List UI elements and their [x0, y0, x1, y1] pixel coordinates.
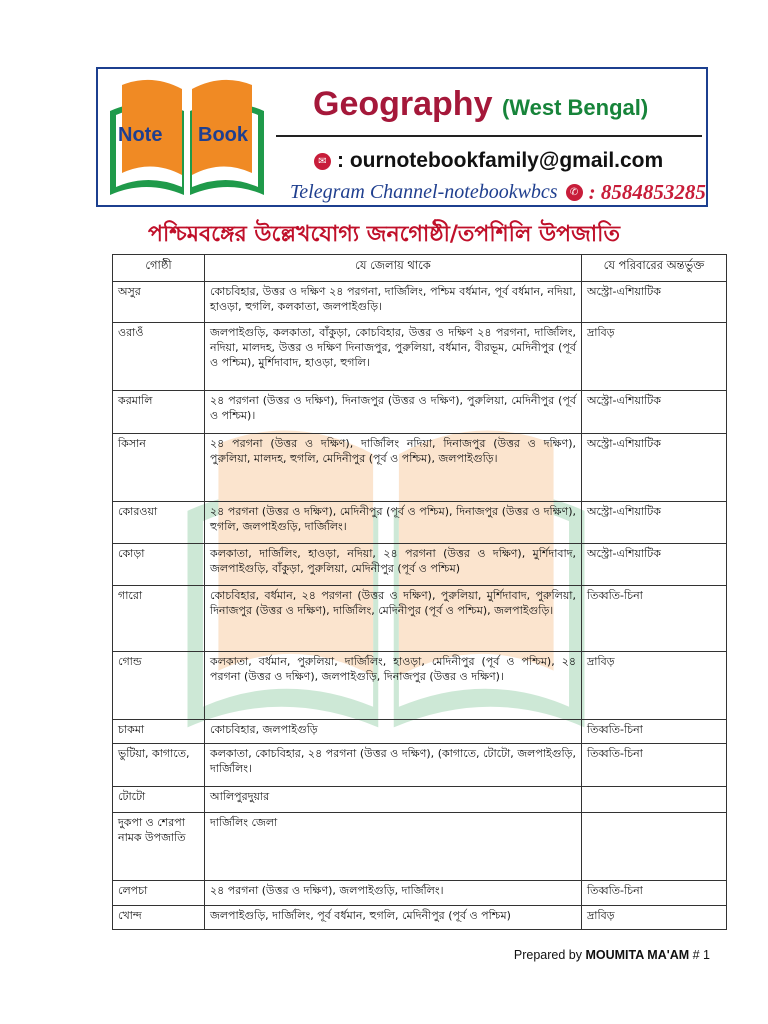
telegram-channel[interactable]: Telegram Channel-notebookwbcs [290, 180, 558, 203]
cell-family [582, 787, 727, 813]
email-row [314, 147, 663, 175]
table-row [113, 391, 727, 434]
footer-credit [514, 948, 710, 962]
cell-family: তিব্বতি-চিনা [582, 744, 727, 787]
cell-districts: ২৪ পরগনা (উত্তর ও দক্ষিণ), মেদিনীপুর (পূর্ব ও পশ্চিম), দিনাজপুর (উত্তর ও দক্ষিণ), হুগলি, জলপাইগুড়ি, দার্জিলিং। [205, 502, 582, 544]
cell-group: খোন্দ [113, 906, 205, 930]
cell-group: অসুর [113, 282, 205, 323]
cell-districts: কোচবিহার, বর্ধমান, ২৪ পরগনা (উত্তর ও দক্ষিণ), পুরুলিয়া, মুর্শিদাবাদ, পুরুলিয়া, দিনাজপুর (উত্তর ও দক্ষিণ), দার্জিলিং, মেদিনীপুর (পূর্ব ও পশ্চিম), জলপাইগুড়ি। [205, 586, 582, 652]
email-icon: ✉ [314, 153, 331, 170]
cell-districts: কলকাতা, বর্ধমান, পুরুলিয়া, দার্জিলিং, হাওড়া, মেদিনীপুর (পূর্ব ও পশ্চিম), ২৪ পরগনা (উত্তর ও দক্ষিণ), জলপাইগুড়ি, দিনাজপুর (উত্তর ও দক্ষিণ)। [205, 652, 582, 720]
cell-family: দ্রাবিড় [582, 906, 727, 930]
footer-prefix: Prepared by [513, 948, 586, 962]
cell-districts: কলকাতা, কোচবিহার, ২৪ পরগনা (উত্তর ও দক্ষিণ), (কাগাতে, টোটো, জলপাইগুড়ি, দার্জিলিং। [205, 744, 582, 787]
table-row [113, 906, 727, 930]
cell-group: গোন্ড [113, 652, 205, 720]
cell-family: অস্ট্রো-এশিয়াটিক [582, 282, 727, 323]
brand-title-main: Geography [313, 85, 493, 123]
table-row [113, 813, 727, 881]
cell-family: অস্ট্রো-এশিয়াটিক [582, 391, 727, 434]
cell-group: কোড়া [113, 544, 205, 586]
cell-districts: ২৪ পরগনা (উত্তর ও দক্ষিণ), দার্জিলিং নদিয়া, দিনাজপুর (উত্তর ও দক্ষিণ), পুরুলিয়া, মালদহ, হুগলি, মেদিনীপুর (পূর্ব ও পশ্চিম), জলপাইগুড়ি। [205, 434, 582, 502]
table-row [113, 586, 727, 652]
cell-districts: কলকাতা, দার্জিলিং, হাওড়া, নদিয়া, ২৪ পরগনা (উত্তর ও দক্ষিণ), মুর্শিদাবাদ, জলপাইগুড়ি, বাঁকুড়া, পুরুলিয়া, মেদিনীপুর (পূর্ব ও পশ্চিম) [205, 544, 582, 586]
phone-icon: ✆ [566, 184, 583, 201]
cell-group: করমালি [113, 391, 205, 434]
email-address[interactable]: : ournotebookfamily@gmail.com [337, 149, 664, 172]
cell-districts: কোচবিহার, জলপাইগুড়ি [205, 720, 582, 744]
cell-group: ওরাওঁ [113, 323, 205, 391]
cell-family: দ্রাবিড় [582, 652, 727, 720]
cell-group: দুকপা ও শেরপা নামক উপজাতি [113, 813, 205, 881]
cell-group: লেপচা [113, 881, 205, 906]
footer-page-number: # 1 [689, 948, 710, 962]
cell-group: টোটো [113, 787, 205, 813]
cell-group: ভুটিয়া, কাগাতে, [113, 744, 205, 787]
cell-districts: জলপাইগুড়ি, কলকাতা, বাঁকুড়া, কোচবিহার, উত্তর ও দক্ষিণ ২৪ পরগনা, দার্জিলিং, নদিয়া, মালদহ, উত্তর ও দক্ষিণ দিনাজপুর, পুরুলিয়া, বর্ধমান, বীরভূম, মেদিনীপুর (পূর্ব ও পশ্চিম), মুর্শিদাবাদ, হাওড়া, হুগলি। [205, 323, 582, 391]
cell-family: অস্ট্রো-এশিয়াটিক [582, 544, 727, 586]
table-row [113, 744, 727, 787]
table-row [113, 787, 727, 813]
cell-family: অস্ট্রো-এশিয়াটিক [582, 434, 727, 502]
footer-author: MOUMITA MA'AM [585, 948, 690, 962]
logo-word-book: Book [198, 124, 248, 146]
cell-districts: ২৪ পরগনা (উত্তর ও দক্ষিণ), জলপাইগুড়ি, দার্জিলিং। [205, 881, 582, 906]
brand-title [313, 85, 648, 124]
telegram-row [290, 179, 706, 205]
phone-number[interactable]: : 8584853285 [588, 179, 706, 204]
table-row [113, 502, 727, 544]
cell-districts: জলপাইগুড়ি, দার্জিলিং, পূর্ব বর্ধমান, হুগলি, মেদিনীপুর (পূর্ব ও পশ্চিম) [205, 906, 582, 930]
table-row [113, 881, 727, 906]
page-title: পশ্চিমবঙ্গের উল্লেখযোগ্য জনগোষ্ঠী/তপশিলি উপজাতি [148, 222, 620, 247]
cell-districts: দার্জিলিং জেলা [205, 813, 582, 881]
tribe-table [112, 254, 727, 930]
cell-family: তিব্বতি-চিনা [582, 720, 727, 744]
cell-districts: কোচবিহার, উত্তর ও দক্ষিণ ২৪ পরগনা, দার্জিলিং, পশ্চিম বর্ধমান, পূর্ব বর্ধমান, নদিয়া, হাওড়া, হুগলি, কলকাতা, জলপাইগুড়ি। [205, 282, 582, 323]
cell-group: কিসান [113, 434, 205, 502]
cell-family: অস্ট্রো-এশিয়াটিক [582, 502, 727, 544]
table-row [113, 652, 727, 720]
header-districts: যে জেলায় থাকে [205, 255, 582, 282]
table-row [113, 544, 727, 586]
header-family: যে পরিবারের অন্তর্ভুক্ত [582, 255, 727, 282]
cell-family [582, 813, 727, 881]
table-row [113, 720, 727, 744]
logo-word-note: Note [118, 124, 163, 146]
cell-family: দ্রাবিড় [582, 323, 727, 391]
cell-districts: আলিপুরদুয়ার [205, 787, 582, 813]
table-row [113, 434, 727, 502]
cell-group: কোরওয়া [113, 502, 205, 544]
cell-districts: ২৪ পরগনা (উত্তর ও দক্ষিণ), দিনাজপুর (উত্তর ও দক্ষিণ), পুরুলিয়া, মেদিনীপুর (পূর্ব ও পশ্চিম)। [205, 391, 582, 434]
header-banner [96, 67, 708, 207]
header-group: গোষ্ঠী [113, 255, 205, 282]
cell-group: চাকমা [113, 720, 205, 744]
table-row [113, 282, 727, 323]
table-row [113, 323, 727, 391]
table-header-row [113, 255, 727, 282]
cell-group: গারো [113, 586, 205, 652]
cell-family: তিব্বতি-চিনা [582, 586, 727, 652]
cell-family: তিব্বতি-চিনা [582, 881, 727, 906]
brand-subtitle: (West Bengal) [501, 95, 649, 120]
banner-divider [276, 135, 702, 137]
